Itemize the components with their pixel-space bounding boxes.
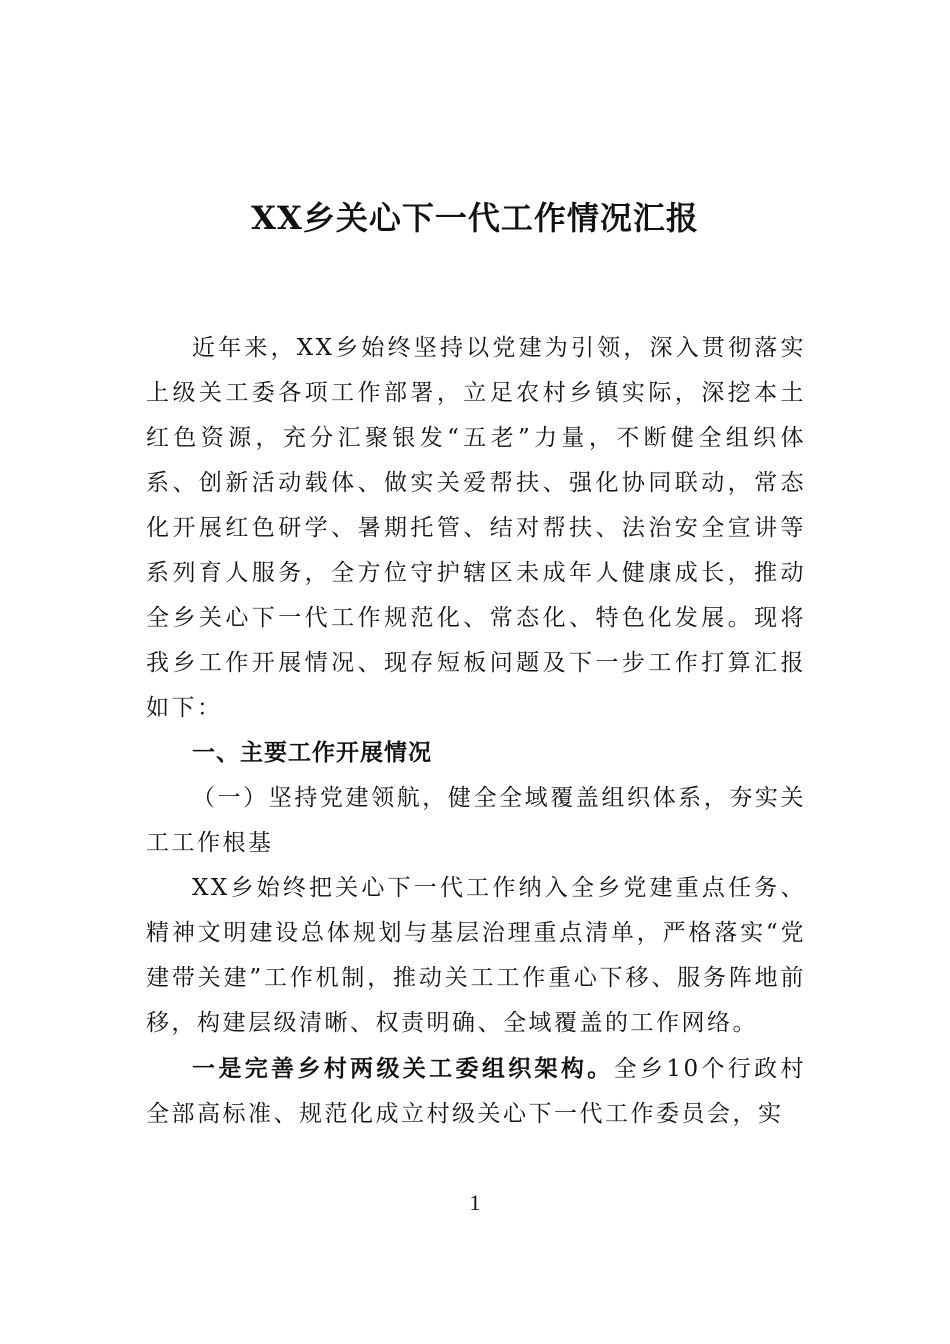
section-heading-1: 一、主要工作开展情况 [192, 740, 432, 766]
subsection-1-paragraph: XX乡始终把关心下一代工作纳入全乡党建重点任务、精神文明建设总体规划与基层治理重点清单，严格落实“党建带关建”工作机制，推动关工工作重心下移、服务阵地前移，构建层级清晰、权责明确、全域覆盖的工作网络。 [146, 875, 806, 1036]
point-1-paragraph [146, 1046, 806, 1137]
subsection-heading-1: （一）坚持党建领航，健全全域覆盖组织体系，夯实关工工作根基 [146, 785, 806, 856]
page-number: 1 [469, 1190, 481, 1215]
document-title: XX乡关心下一代工作情况汇报 [251, 199, 699, 237]
point-1-lead: 一是完善乡村两级关工委组织架构。 [192, 1055, 614, 1082]
document-body [146, 326, 806, 1137]
point-1-text: 全乡10个行政村全部高标准、规范化成立村级关心下一代工作委员会，实 [146, 1056, 806, 1127]
intro-paragraph: 近年来，XX乡始终坚持以党建为引领，深入贯彻落实上级关工委各项工作部署，立足农村乡镇实际，深挖本土红色资源，充分汇聚银发“五老”力量，不断健全组织体系、创新活动载体、做实关爱帮扶、强化协同联动，常态化开展红色研学、暑期托管、结对帮扶、法治安全宣讲等系列育人服务，全方位守护辖区未成年人健康成长，推动全乡关心下一代工作规范化、常态化、特色化发展。现将我乡工作开展情况、现存短板问题及下一步工作打算汇报如下： [146, 335, 806, 721]
